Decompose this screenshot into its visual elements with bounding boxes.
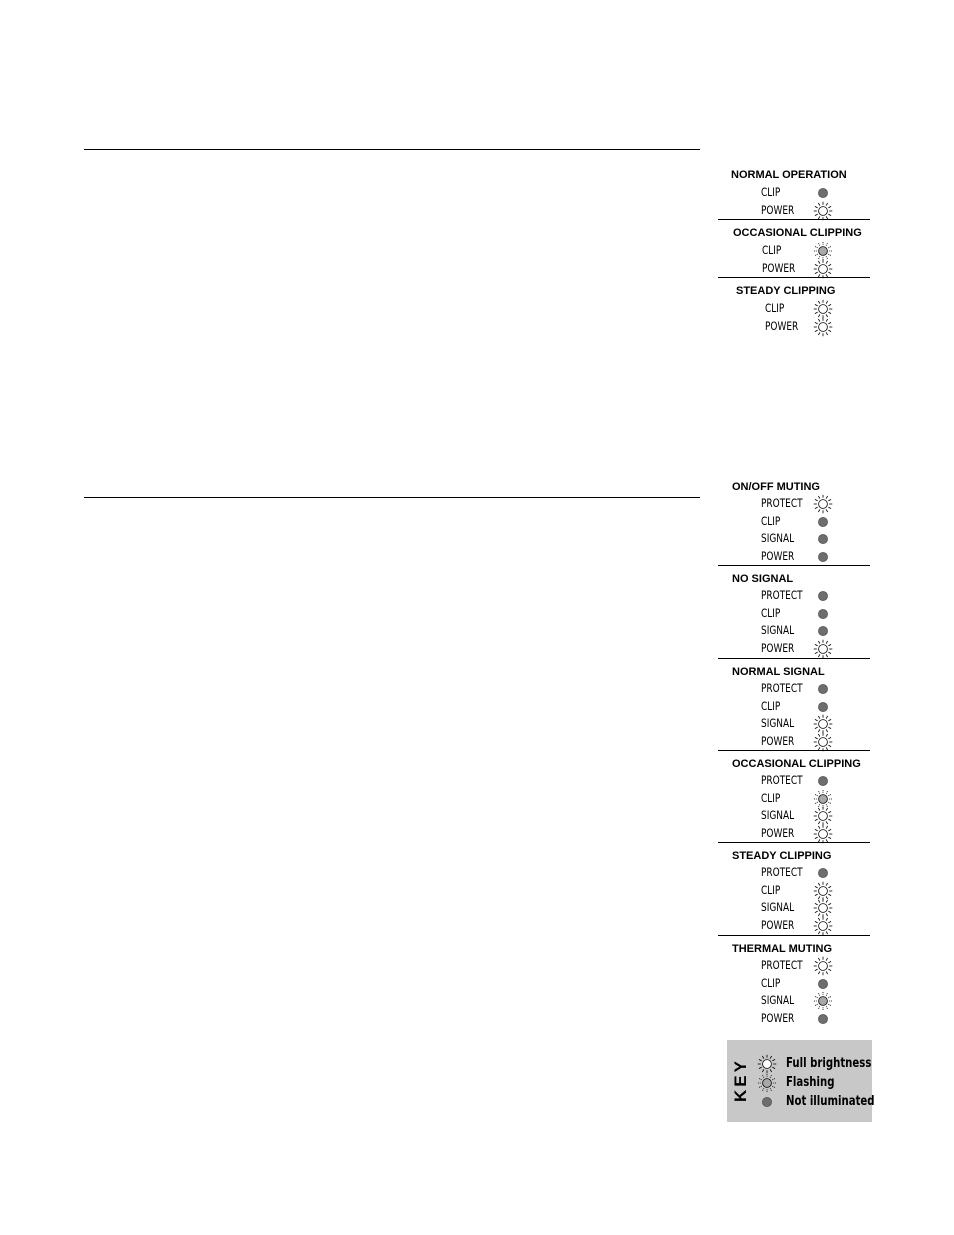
led-label-signal: SIGNAL [761, 623, 795, 637]
led-label-power: POWER [761, 825, 795, 840]
led-off-icon [757, 1092, 777, 1112]
led-label-clip: CLIP [761, 605, 781, 620]
led-full-icon [757, 1054, 777, 1074]
led-label-power: POWER [761, 1010, 795, 1025]
key-title: KEY [731, 1058, 750, 1102]
panel-title: OCCASIONAL CLIPPING [732, 758, 861, 770]
led-flashing-icon [813, 241, 833, 261]
panel-separator [718, 842, 870, 843]
led-label-power: POWER [765, 319, 799, 333]
panel-separator [718, 935, 870, 936]
section-rule-bottom [84, 497, 700, 498]
led-full-icon [813, 916, 833, 936]
led-label-power: POWER [761, 640, 795, 655]
led-label-protect: PROTECT [761, 958, 803, 972]
led-label-power: POWER [761, 548, 795, 563]
led-label-protect: PROTECT [761, 773, 803, 787]
panel-title: ON/OFF MUTING [732, 481, 820, 493]
led-label-clip: CLIP [761, 790, 781, 805]
key-item-label: Flashing [786, 1075, 835, 1090]
led-full-icon [813, 317, 833, 337]
led-off-icon [813, 547, 833, 567]
led-full-icon [813, 201, 833, 221]
led-full-icon [813, 639, 833, 659]
section-rule-top [84, 149, 700, 150]
panel-separator [718, 565, 870, 566]
panel-separator [718, 277, 870, 278]
panel-separator [718, 750, 870, 751]
led-label-protect: PROTECT [761, 496, 803, 510]
key-item-label: Full brightness [786, 1056, 872, 1071]
panel-title: THERMAL MUTING [732, 943, 833, 955]
led-full-icon [813, 824, 833, 844]
led-label-protect: PROTECT [761, 865, 803, 879]
panel-separator [718, 658, 870, 659]
led-label-protect: PROTECT [761, 681, 803, 695]
panel-title: NO SIGNAL [732, 573, 794, 585]
led-label-signal: SIGNAL [761, 531, 795, 545]
led-label-signal: SIGNAL [761, 716, 795, 730]
led-flashing-icon [757, 1073, 777, 1093]
panel-title: OCCASIONAL CLIPPING [733, 227, 862, 239]
led-label-signal: SIGNAL [761, 900, 795, 914]
led-label-clip: CLIP [761, 513, 781, 528]
led-label-clip: CLIP [765, 301, 785, 315]
led-label-power: POWER [762, 261, 796, 275]
led-label-clip: CLIP [761, 975, 781, 990]
led-label-power: POWER [761, 203, 795, 217]
led-label-clip: CLIP [761, 882, 781, 897]
led-label-signal: SIGNAL [761, 808, 795, 822]
key-item-label: Not illuminated [786, 1094, 875, 1109]
led-label-signal: SIGNAL [761, 993, 795, 1007]
led-full-icon [813, 732, 833, 752]
led-label-clip: CLIP [762, 243, 782, 257]
panel-title: NORMAL SIGNAL [732, 666, 825, 678]
panel-separator [718, 219, 870, 220]
led-label-power: POWER [761, 733, 795, 748]
panel-title: STEADY CLIPPING [736, 285, 836, 297]
led-off-icon [813, 1009, 833, 1029]
led-key-legend [727, 1040, 875, 1122]
led-full-icon [813, 259, 833, 279]
panel-title: NORMAL OPERATION [731, 169, 847, 181]
led-label-power: POWER [761, 917, 795, 932]
led-full-icon [813, 299, 833, 319]
led-label-clip: CLIP [761, 185, 781, 199]
led-label-clip: CLIP [761, 698, 781, 713]
led-label-protect: PROTECT [761, 588, 803, 602]
panel-title: STEADY CLIPPING [732, 850, 832, 862]
led-off-icon [813, 183, 833, 203]
